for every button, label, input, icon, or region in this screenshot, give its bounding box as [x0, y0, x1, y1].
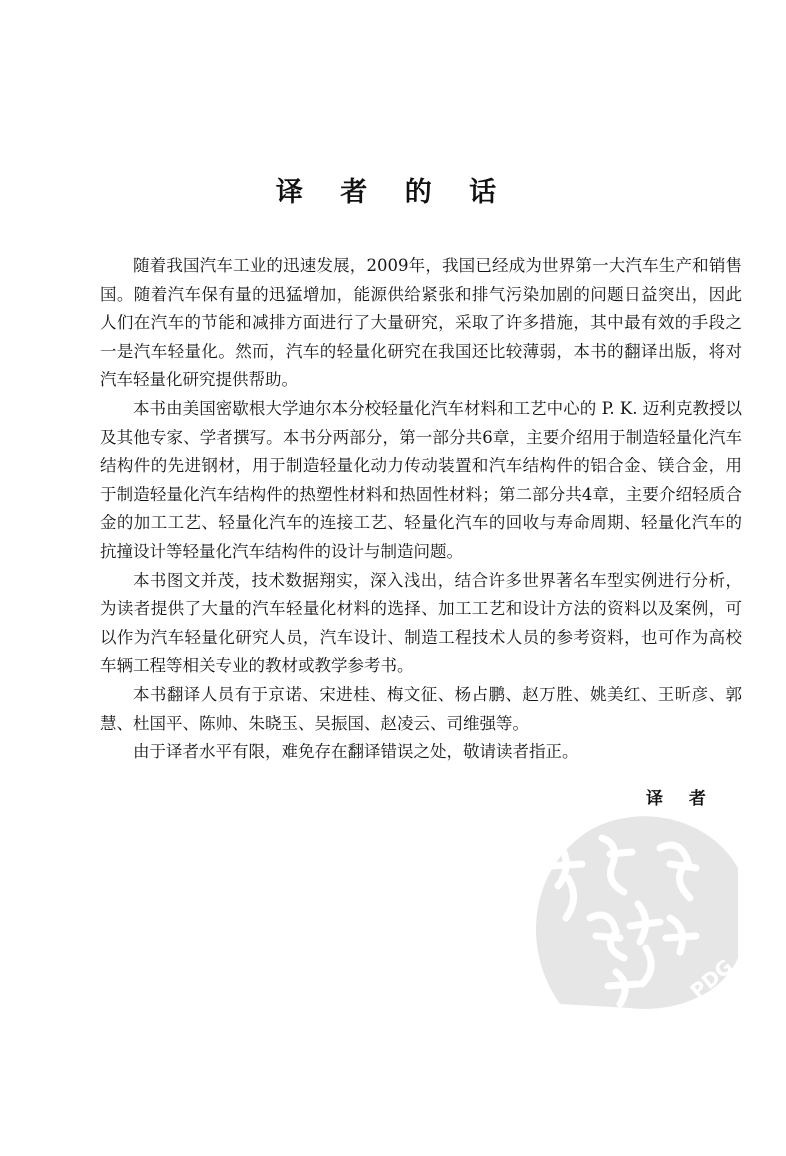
- paragraph-5: 由于译者水平有限，难免存在翻译错误之处，敬请读者指正。: [133, 742, 579, 762]
- pdg-watermark-seal: [520, 808, 740, 1020]
- watermark-text: PDG: [685, 954, 738, 1004]
- paragraph-2: 本书由美国密歇根大学迪尔本分校轻量化汽车材料和工艺中心的 P. K. 迈利克教授以及其他专家、学者撰写。本书分两部分，第一部分共6章，主要介绍用于制造轻量化汽车结构件的先进钢材，用于制造轻量化动力传动装置和汽车结构件的铝合金、镁合金，用于制造轻量化汽车结构件的热塑性材料和热固性材料；第二部分共4章，主要介绍轻质合金的加工工艺、轻量化汽车的连接工艺、轻量化汽车的回收与寿命周期、轻量化汽车的抗撞设计等轻量化汽车结构件的设计与制造问题。: [100, 398, 742, 561]
- body-text: [100, 252, 742, 767]
- paragraph-4: 本书翻译人员有于京诺、宋进桂、梅文征、杨占鹏、赵万胜、姚美红、王昕彦、郭慧、杜国平、陈帅、朱晓玉、吴振国、赵凌云、司维强等。: [100, 684, 742, 733]
- page-title: 译 者 的 话: [275, 177, 511, 208]
- paragraph-1: 随着我国汽车工业的迅速发展，2009年，我国已经成为世界第一大汽车生产和销售国。随着汽车保有量的迅猛增加，能源供给紧张和排气污染加剧的问题日益突出，因此人们在汽车的节能和减排方面进行了大量研究，采取了许多措施，其中最有效的手段之一是汽车轻量化。然而，汽车的轻量化研究在我国还比较薄弱，本书的翻译出版，将对汽车轻量化研究提供帮助。: [100, 256, 742, 390]
- paragraph-3: 本书图文并茂，技术数据翔实，深入浅出，结合许多世界著名车型实例进行分析，为读者提供了大量的汽车轻量化材料的选择、加工工艺和设计方法的资料以及案例，可以作为汽车轻量化研究人员，汽车设计、制造工程技术人员的参考资料，也可作为高校车辆工程等相关专业的教材或教学参考书。: [100, 570, 742, 676]
- translator-signature: 译 者: [646, 789, 716, 809]
